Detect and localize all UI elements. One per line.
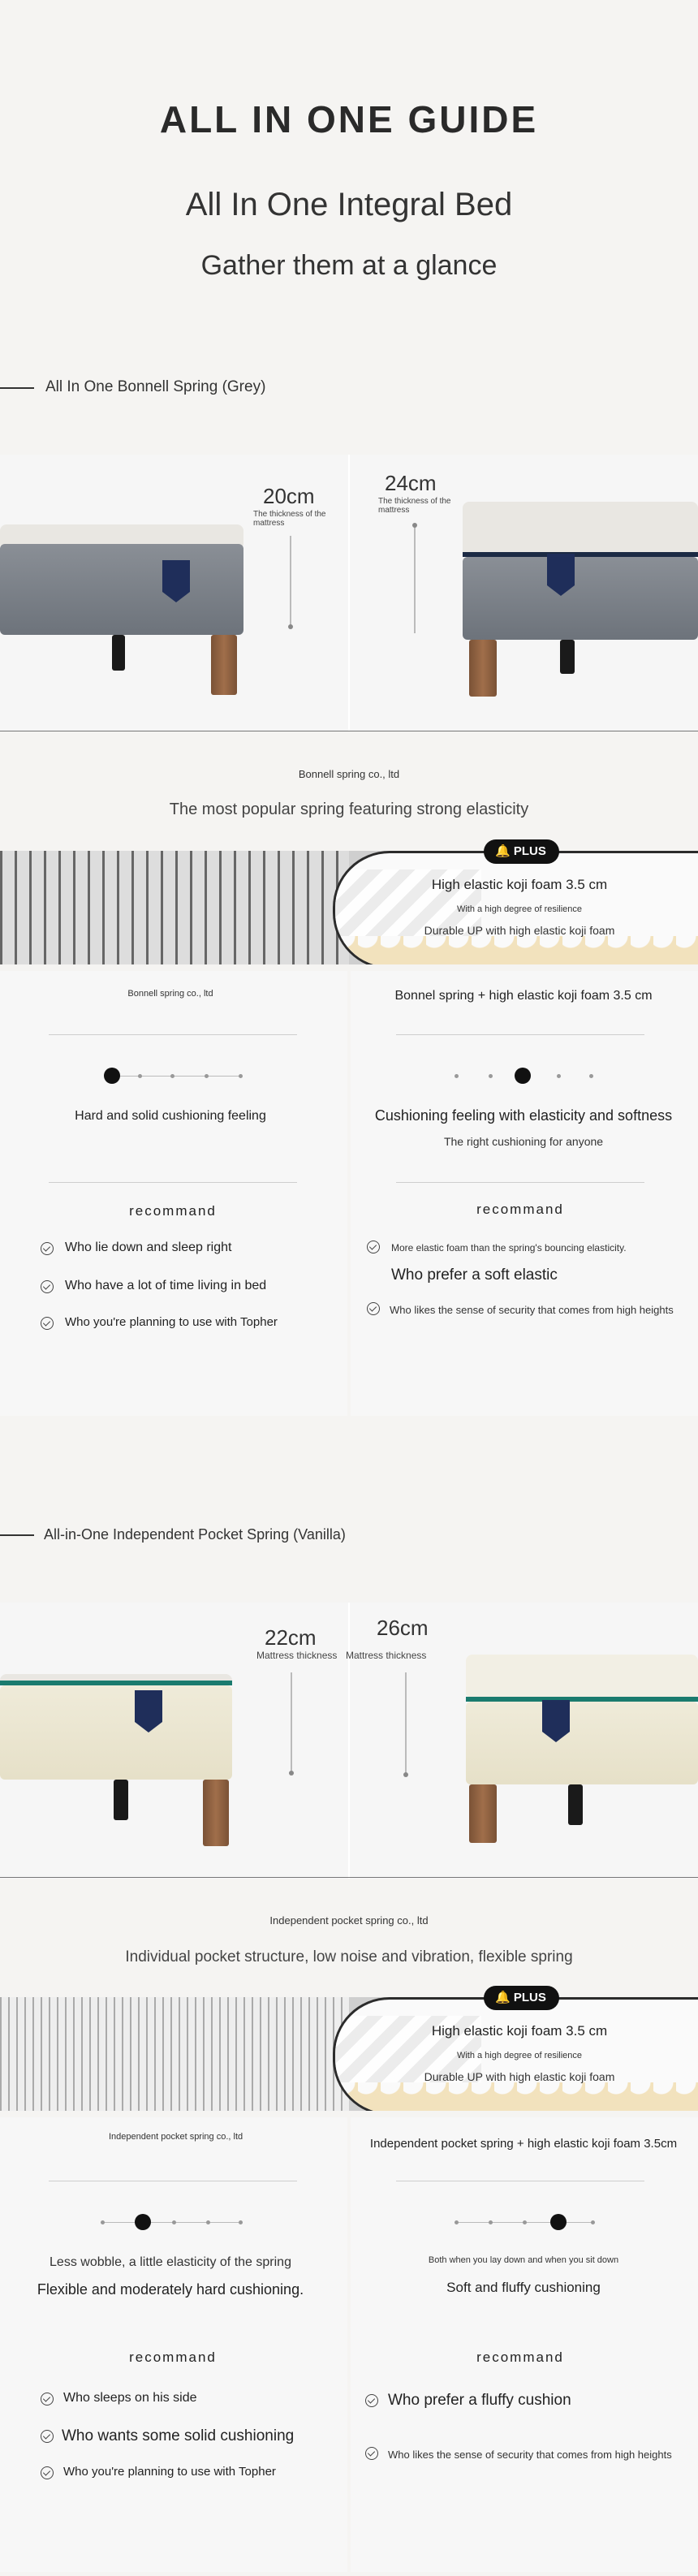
foam-title: High elastic koji foam 3.5 cm [431,2023,608,2039]
dimension-value: 26cm [377,1616,429,1640]
foam-layer [335,2082,698,2111]
dimension-value: 24cm [385,471,437,495]
dimension-dot [288,624,293,629]
firmness-dot [239,2220,243,2224]
firmness-indicator [104,1068,120,1084]
recommend-item: Who have a lot of time living in bed [65,1279,267,1292]
firmness-dot [489,2220,493,2224]
vanilla-bed-26cm [466,1655,698,1784]
feel-text: Flexible and moderately hard cushioning. [37,2281,304,2298]
bell-icon: 🔔 [495,1991,514,2004]
bed-base [0,544,243,635]
bed-base [463,557,698,640]
feel-text: Hard and solid cushioning feeling [75,1109,266,1123]
firmness-dot [172,2220,176,2224]
foam-subtitle-2: Durable UP with high elastic koji foam [424,924,615,937]
dimension-caption: Mattress thickness [256,1650,338,1661]
recommend-item: Who you're planning to use with Topher [63,2465,276,2479]
vanilla-bed-22cm [0,1674,232,1780]
grey-bed-20cm [0,524,243,635]
check-icon [367,1302,380,1315]
firmness-dot [557,1074,561,1078]
check-icon [41,1280,54,1293]
column-heading: Bonnell spring co., ltd [127,989,213,999]
firmness-dot [101,2220,105,2224]
photo-divider [348,1603,350,1879]
dimension-dot [289,1771,294,1776]
firmness-indicator [515,1068,531,1084]
bed-leg [469,640,497,697]
left-column [0,971,347,1416]
feel-subtext: The right cushioning for anyone [443,1135,604,1148]
check-icon [41,2393,54,2406]
firmness-dot [205,1074,209,1078]
recommend-item: Who sleeps on his side [63,2391,197,2405]
bed-leg [203,1780,229,1846]
recommend-item: Who prefer a fluffy cushion [388,2392,571,2409]
recommend-highlight: Who prefer a soft elastic [391,1266,558,1284]
bed-leg [560,640,575,674]
left-column [0,2117,347,2572]
check-icon [41,1317,54,1330]
firmness-dot [591,2220,595,2224]
firmness-track [101,2222,239,2223]
recommend-title: recommand [476,1202,564,1217]
dimension-line [290,536,291,628]
divider [49,1182,297,1183]
foam-title: High elastic koji foam 3.5 cm [431,877,608,892]
bed-leg [568,1784,583,1825]
guide-title: ALL IN ONE GUIDE [159,98,539,140]
firmness-indicator [135,2214,151,2230]
column-heading: Bonnel spring + high elastic koji foam 3.5 cm [394,989,653,1003]
spring-description: Individual pocket structure, low noise and vibration, flexible spring [125,1948,573,1965]
dimension-dot [403,1772,408,1777]
divider [396,1034,644,1035]
plus-badge [484,1986,559,2010]
recommend-item: Who likes the sense of security that comes from high heights [388,2449,672,2461]
plus-badge [484,839,559,864]
recommend-item: Who you're planning to use with Topher [65,1315,278,1329]
check-icon [367,1241,380,1253]
divider [49,1034,297,1035]
firmness-dot [138,1074,142,1078]
dimension-line [291,1672,292,1775]
mattress-top [466,1655,698,1697]
mattress-top [463,502,698,555]
firmness-dot [523,2220,527,2224]
recommend-title: recommand [129,1203,217,1219]
section-label: All In One Bonnell Spring (Grey) [45,378,266,395]
dimension-caption: The thickness of the mattress [253,510,326,528]
section-label-line [0,387,34,389]
firmness-dot [206,2220,210,2224]
bed-leg [211,635,237,695]
feel-text: Soft and fluffy cushioning [446,2280,601,2295]
firmness-dot [239,1074,243,1078]
section-label-line [0,1534,34,1536]
check-icon [41,1242,54,1255]
bed-base [466,1702,698,1784]
dimension-dot [412,523,417,528]
recommend-item: More elastic foam than the spring's bouncing elasticity. [391,1242,627,1253]
right-column [351,2117,698,2572]
recommend-title: recommand [129,2349,217,2365]
foam-layer [335,936,698,964]
firmness-dot [170,1074,174,1078]
column-heading: Independent pocket spring co., ltd [109,2132,243,2142]
foam-subtitle: With a high degree of resilience [456,904,583,914]
check-icon [41,2430,54,2443]
firmness-dot [589,1074,593,1078]
dimension-value: 22cm [265,1625,317,1650]
firmness-dot [455,1074,459,1078]
firmness-track [112,1076,242,1077]
check-icon [365,2394,378,2407]
grey-bed-24cm [463,502,698,640]
bed-leg [469,1784,497,1843]
divider [396,1182,644,1183]
foam-subtitle-2: Durable UP with high elastic koji foam [424,2070,615,2083]
pocket-spring-image [0,1997,349,2111]
dimension-caption: The thickness of the mattress [378,497,451,515]
dimension-caption: Mattress thickness [346,1650,427,1661]
spring-company: Bonnell spring co., ltd [298,768,400,780]
recommend-item: Who likes the sense of security that comes from high heights [390,1304,674,1316]
firmness-dot [455,2220,459,2224]
floor-line [0,1877,698,1878]
check-icon [41,2466,54,2479]
dimension-value: 20cm [263,484,315,508]
recommend-item: Who lie down and sleep right [65,1241,232,1254]
page-subtitle: All In One Integral Bed [185,187,513,222]
firmness-indicator [550,2214,567,2230]
plus-label: PLUS [513,1991,546,2004]
foam-subtitle: With a high degree of resilience [456,2051,583,2060]
recommend-title: recommand [476,2349,564,2365]
feel-text: Cushioning feeling with elasticity and softness [374,1107,673,1124]
spring-company: Independent pocket spring co., ltd [269,1914,429,1927]
check-icon [365,2447,378,2460]
firmness-dot [489,1074,493,1078]
feel-subtext: Less wobble, a little elasticity of the spring [50,2255,291,2269]
bell-icon: 🔔 [495,844,514,858]
dimension-line [405,1672,407,1776]
bed-base [0,1685,232,1780]
feel-subtext: Both when you lay down and when you sit down [428,2255,619,2265]
bonnell-spring-image [0,851,349,964]
spring-description: The most popular spring featuring strong elasticity [169,800,529,818]
section-label: All-in-One Independent Pocket Spring (Vanilla) [44,1526,346,1543]
bed-leg [114,1780,128,1820]
photo-divider [348,455,350,731]
page-tagline: Gather them at a glance [200,250,498,281]
plus-label: PLUS [513,844,546,858]
recommend-item: Who wants some solid cushioning [62,2427,295,2444]
column-heading: Independent pocket spring + high elastic koji foam 3.5cm [369,2137,678,2151]
dimension-line [414,524,416,633]
right-column [351,971,698,1416]
bed-leg [112,635,125,671]
